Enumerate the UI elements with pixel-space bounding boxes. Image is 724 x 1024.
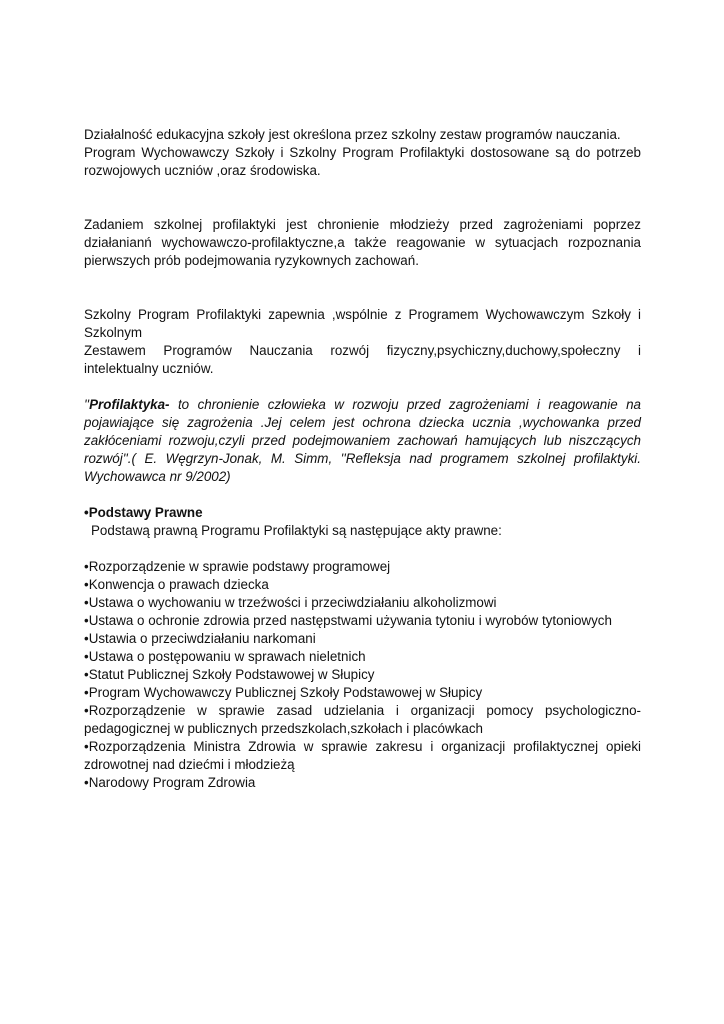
list-item: •Ustawia o przeciwdziałaniu narkomani	[84, 631, 316, 646]
list-item: •Ustawa o wychowaniu w trzeźwości i przeciwdziałaniu alkoholizmowi	[84, 595, 497, 610]
provision-line-2: Zestawem Programów Nauczania rozwój fizyczny,psychiczny,duchowy,społeczny i intelektualny uczniów.	[84, 343, 641, 376]
spacer	[84, 270, 641, 306]
list-item: •Narodowy Program Zdrowia	[84, 775, 256, 790]
intro-line-1: Działalność edukacyjna szkoły jest określona przez szkolny zestaw programów nauczania.	[84, 127, 621, 142]
list-item: •Statut Publicznej Szkoły Podstawowej w Słupicy	[84, 667, 375, 682]
intro-line-2: Program Wychowawczy Szkoły i Szkolny Program Profilaktyki dostosowane są do potrzeb rozwojowych uczniów ,oraz środowiska.	[84, 145, 641, 178]
spacer	[84, 180, 641, 216]
quote-paragraph	[84, 396, 641, 486]
list-item: •Program Wychowawczy Publicznej Szkoły Podstawowej w Słupicy	[84, 685, 483, 700]
list-item: •Rozporządzenie w sprawie podstawy programowej	[84, 559, 391, 574]
spacer	[84, 486, 641, 504]
quote-text: to chronienie człowieka w rozwoju przed zagrożeniami i reagowanie na pojawiające się zagrożenia .Jej celem jest ochrona dziecka ucznia ,wychowanka przed zakłóceniami rozwoju,czyli przed podejmowaniem zachowań hamujących lub niszczących rozwój''.( E. Węgrzyn-Jonak, M. Simm, ''Refleksja nad programem szkolnej profilaktyki. Wychowawca nr 9/2002)	[84, 397, 641, 484]
legal-acts-list	[84, 558, 641, 792]
spacer	[84, 540, 641, 558]
legal-heading: •Podstawy Prawne	[84, 505, 203, 520]
list-item: •Ustawa o postępowaniu w sprawach nieletnich	[84, 649, 366, 664]
quote-open-mark: ''	[84, 397, 90, 412]
spacer	[84, 378, 641, 396]
list-item: •Konwencja o prawach dziecka	[84, 577, 269, 592]
provision-line-1: Szkolny Program Profilaktyki zapewnia ,wspólnie z Programem Wychowawczym Szkoły i Szkolnym	[84, 307, 641, 340]
list-item: •Ustawa o ochronie zdrowia przed następstwami używania tytoniu i wyrobów tytoniowych	[84, 613, 612, 628]
list-item: •Rozporządzenia Ministra Zdrowia w sprawie zakresu i organizacji profilaktycznej opieki zdrowotnej nad dziećmi i młodzieżą	[84, 739, 641, 772]
list-item: •Rozporządzenie w sprawie zasad udzielania i organizacji pomocy psychologiczno-pedagogicznej w publicznych przedszkolach,szkołach i placówkach	[84, 703, 641, 736]
task-paragraph: Zadaniem szkolnej profilaktyki jest chronienie młodzieży przed zagrożeniami poprzez działanianń wychowawczo-profilaktyczne,a także reagowanie w sytuacjach rozpoznania pierwszych prób podejmowania ryzykownych zachowań.	[84, 217, 641, 268]
document-page	[84, 126, 641, 792]
quote-term: Profilaktyka-	[89, 397, 170, 412]
legal-intro: Podstawą prawną Programu Profilaktyki są następujące akty prawne:	[91, 523, 502, 538]
